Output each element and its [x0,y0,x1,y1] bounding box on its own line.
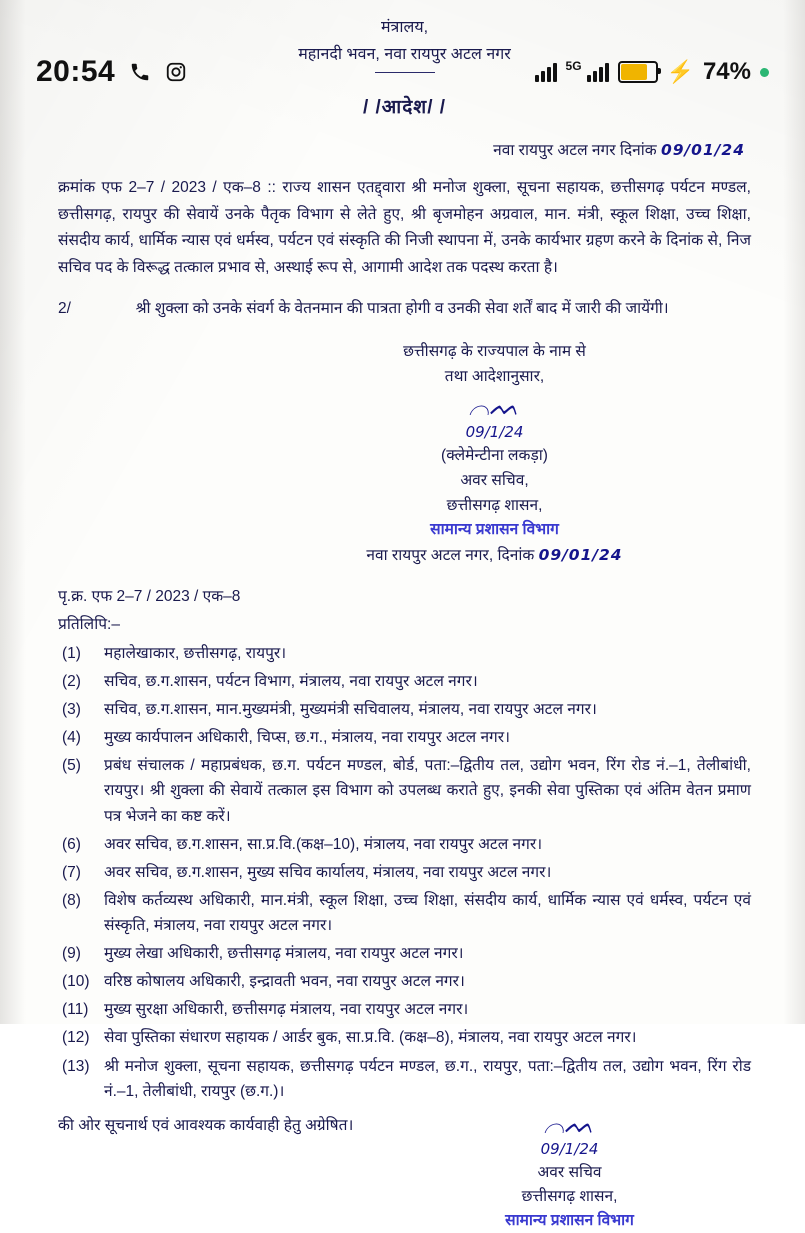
list-item [58,641,751,666]
list-item [58,969,751,994]
paragraph-2 [58,296,751,323]
list-item [58,753,751,828]
list-item [58,1054,751,1104]
paragraph-2-number: 2/ [58,299,71,317]
list-item-text: महालेखाकार, छत्तीसगढ़, रायपुर। [104,644,287,662]
footer-signature-date: 09/1/24 [540,1139,599,1158]
list-item-text: श्री मनोज शुक्ला, सूचना सहायक, छत्तीसगढ़ पर्यटन मण्डल, छ.ग., रायपुर, पता:–द्वितीय तल, उद्योग भवन, रिंग रोड नं.–1, तेलीबांधी, रायपुर (छ.ग.)। [104,1057,751,1100]
list-item-text: सेवा पुस्तिका संधारण सहायक / आर्डर बुक, सा.प्र.वि. (कक्ष–8), मंत्रालय, नवा रायपुर अटल नगर। [104,1029,637,1047]
signatory-name: (क्लेमेन्टीना लकड़ा) [441,446,548,464]
list-item-text: वरिष्ठ कोषालय अधिकारी, इन्द्रावती भवन, नवा रायपुर अटल नगर। [104,973,465,991]
list-item [58,725,751,750]
reference-number: पृ.क्र. एफ 2–7 / 2023 / एक–8 [58,587,241,605]
list-item [58,832,751,857]
list-item-number: (7) [62,863,81,881]
list-item-number: (11) [62,1001,89,1019]
footer-handwritten-signature: ⌒ᨓ [543,1109,596,1140]
signature-authority-line1: छत्तीसगढ़ के राज्यपाल के नाम से [403,343,586,361]
list-item-number: (2) [62,673,81,691]
header-building: महानदी भवन, नवा रायपुर अटल नगर [298,45,511,63]
list-item-number: (1) [62,644,81,662]
header-ministry: मंत्रालय, [380,19,429,36]
paragraph-1: क्रमांक एफ 2–7 / 2023 / एक–8 :: राज्य शासन एतद्द्वारा श्री मनोज शुक्ला, सूचना सहायक, छत्तीसगढ़ पर्यटन मण्डल, छत्तीसगढ़, रायपुर की सेवायें उनके पैतृक विभाग से लेते हुए, श्री बृजमोहन अग्रवाल, मान. मंत्री, स्कूल शिक्षा, उच्च शिक्षा, संसदीय कार्य, धार्मिक न्यास एवं धर्मस्व, पर्यटन एवं संस्कृति की निजी स्थापना में, उनके कार्यभार ग्रहण करने के दिनांक से, निज सचिव पद के विरूद्ध तत्काल प्रभाव से, अस्थाई रूप से, आगामी आदेश तक पदस्थ करता है। [58,179,751,277]
status-clock: 20:54 [36,55,116,88]
list-item [58,860,751,885]
paragraph-2-text: श्री शुक्ला को उनके संवर्ग के वेतनमान की पात्रता होगी व उनकी सेवा शर्तें बाद में जारी की जायेंगी। [135,299,669,317]
list-item-text: सचिव, छ.ग.शासन, पर्यटन विभाग, मंत्रालय, नवा रायपुर अटल नगर। [104,673,478,691]
place-date-label: नवा रायपुर अटल नगर दिनांक [493,142,657,160]
list-item [58,669,751,694]
signatory-designation-2: छत्तीसगढ़ शासन, [446,496,543,514]
list-item-number: (10) [62,973,90,991]
list-item-number: (8) [62,891,81,909]
handwritten-signature-date: 09/1/24 [465,422,524,441]
list-item [58,941,751,966]
list-item-number: (3) [62,701,81,719]
list-item-text: विशेष कर्तव्यस्थ अधिकारी, मान.मंत्री, स्कूल शिक्षा, उच्च शिक्षा, संसदीय कार्य, धार्मिक न्यास एवं धर्मस्व, पर्यटन एवं संस्कृति, मंत्रालय, नवा रायपुर अटल नगर। [104,891,751,935]
place-date-line [58,138,751,163]
signature-place-date-label: नवा रायपुर अटल नगर, दिनांक [366,547,535,565]
list-item-text: मुख्य सुरक्षा अधिकारी, छत्तीसगढ़ मंत्रालय, नवा रायपुर अटल नगर। [104,1001,469,1019]
list-item [58,1025,751,1050]
battery-percent-label: 74% [702,58,751,85]
copy-to-heading: प्रतिलिपि:– [58,615,120,633]
document-title: / /आदेश/ / [362,96,447,118]
signatory-designation-1: अवर सचिव, [460,471,529,489]
list-item-number: (12) [62,1029,90,1047]
list-item-text: प्रबंध संचालक / महाप्रबंधक, छ.ग. पर्यटन मण्डल, बोर्ड, पता:–द्वितीय तल, उद्योग भवन, रिंग रोड नं.–1, तेलीबांधी, रायपुर। श्री शुक्ला की सेवायें तत्काल इस विभाग को उपलब्ध कराते हुए, इनकी सेवा पुस्तिका एवं अंतिम वेतन प्रमाण पत्र भेजने का कष्ट करें। [104,757,751,825]
signature-place-date-value: 09/01/24 [538,546,623,565]
signature-authority-line2: तथा आदेशानुसार, [444,368,545,386]
signatory-department: सामान्य प्रशासन विभाग [430,521,559,539]
footer-department: सामान्य प्रशासन विभाग [505,1212,634,1230]
footer-designation-1: अवर सचिव [537,1164,602,1182]
copy-to-list [58,641,751,1104]
handwritten-signature: ⌒ᨓ [468,391,521,422]
footer-designation-2: छत्तीसगढ़ शासन, [521,1188,618,1206]
signature-block [58,340,751,569]
network-type-label: 5G [565,59,582,73]
list-item-number: (5) [62,757,81,775]
list-item-number: (13) [62,1057,90,1075]
place-date-value: 09/01/24 [660,141,745,160]
header-divider [375,72,435,73]
list-item-text: मुख्य कार्यपालन अधिकारी, चिप्स, छ.ग., मंत्रालय, नवा रायपुर अटल नगर। [104,729,510,747]
list-item-number: (9) [62,945,81,963]
list-item-text: अवर सचिव, छ.ग.शासन, मुख्य सचिव कार्यालय, मंत्रालय, नवा रायपुर अटल नगर। [104,863,552,881]
list-item-text: मुख्य लेखा अधिकारी, छत्तीसगढ़ मंत्रालय, नवा रायपुर अटल नगर। [104,945,464,963]
list-item [58,997,751,1022]
list-item [58,697,751,722]
list-item-number: (6) [62,835,81,853]
signature-place-date [238,543,751,569]
closing-line: की ओर सूचनार्थ एवं आवश्यक कार्यवाही हेतु अग्रेषित। [58,1116,354,1134]
list-item-text: सचिव, छ.ग.शासन, मान.मुख्यमंत्री, मुख्यमंत्री सचिवालय, मंत्रालय, नवा रायपुर अटल नगर। [104,701,597,719]
list-item-text: अवर सचिव, छ.ग.शासन, सा.प्र.वि.(कक्ष–10), मंत्रालय, नवा रायपुर अटल नगर। [104,835,543,853]
lightning-bolt-icon: ⚡ [666,59,694,84]
list-item-number: (4) [62,729,81,747]
list-item [58,888,751,938]
